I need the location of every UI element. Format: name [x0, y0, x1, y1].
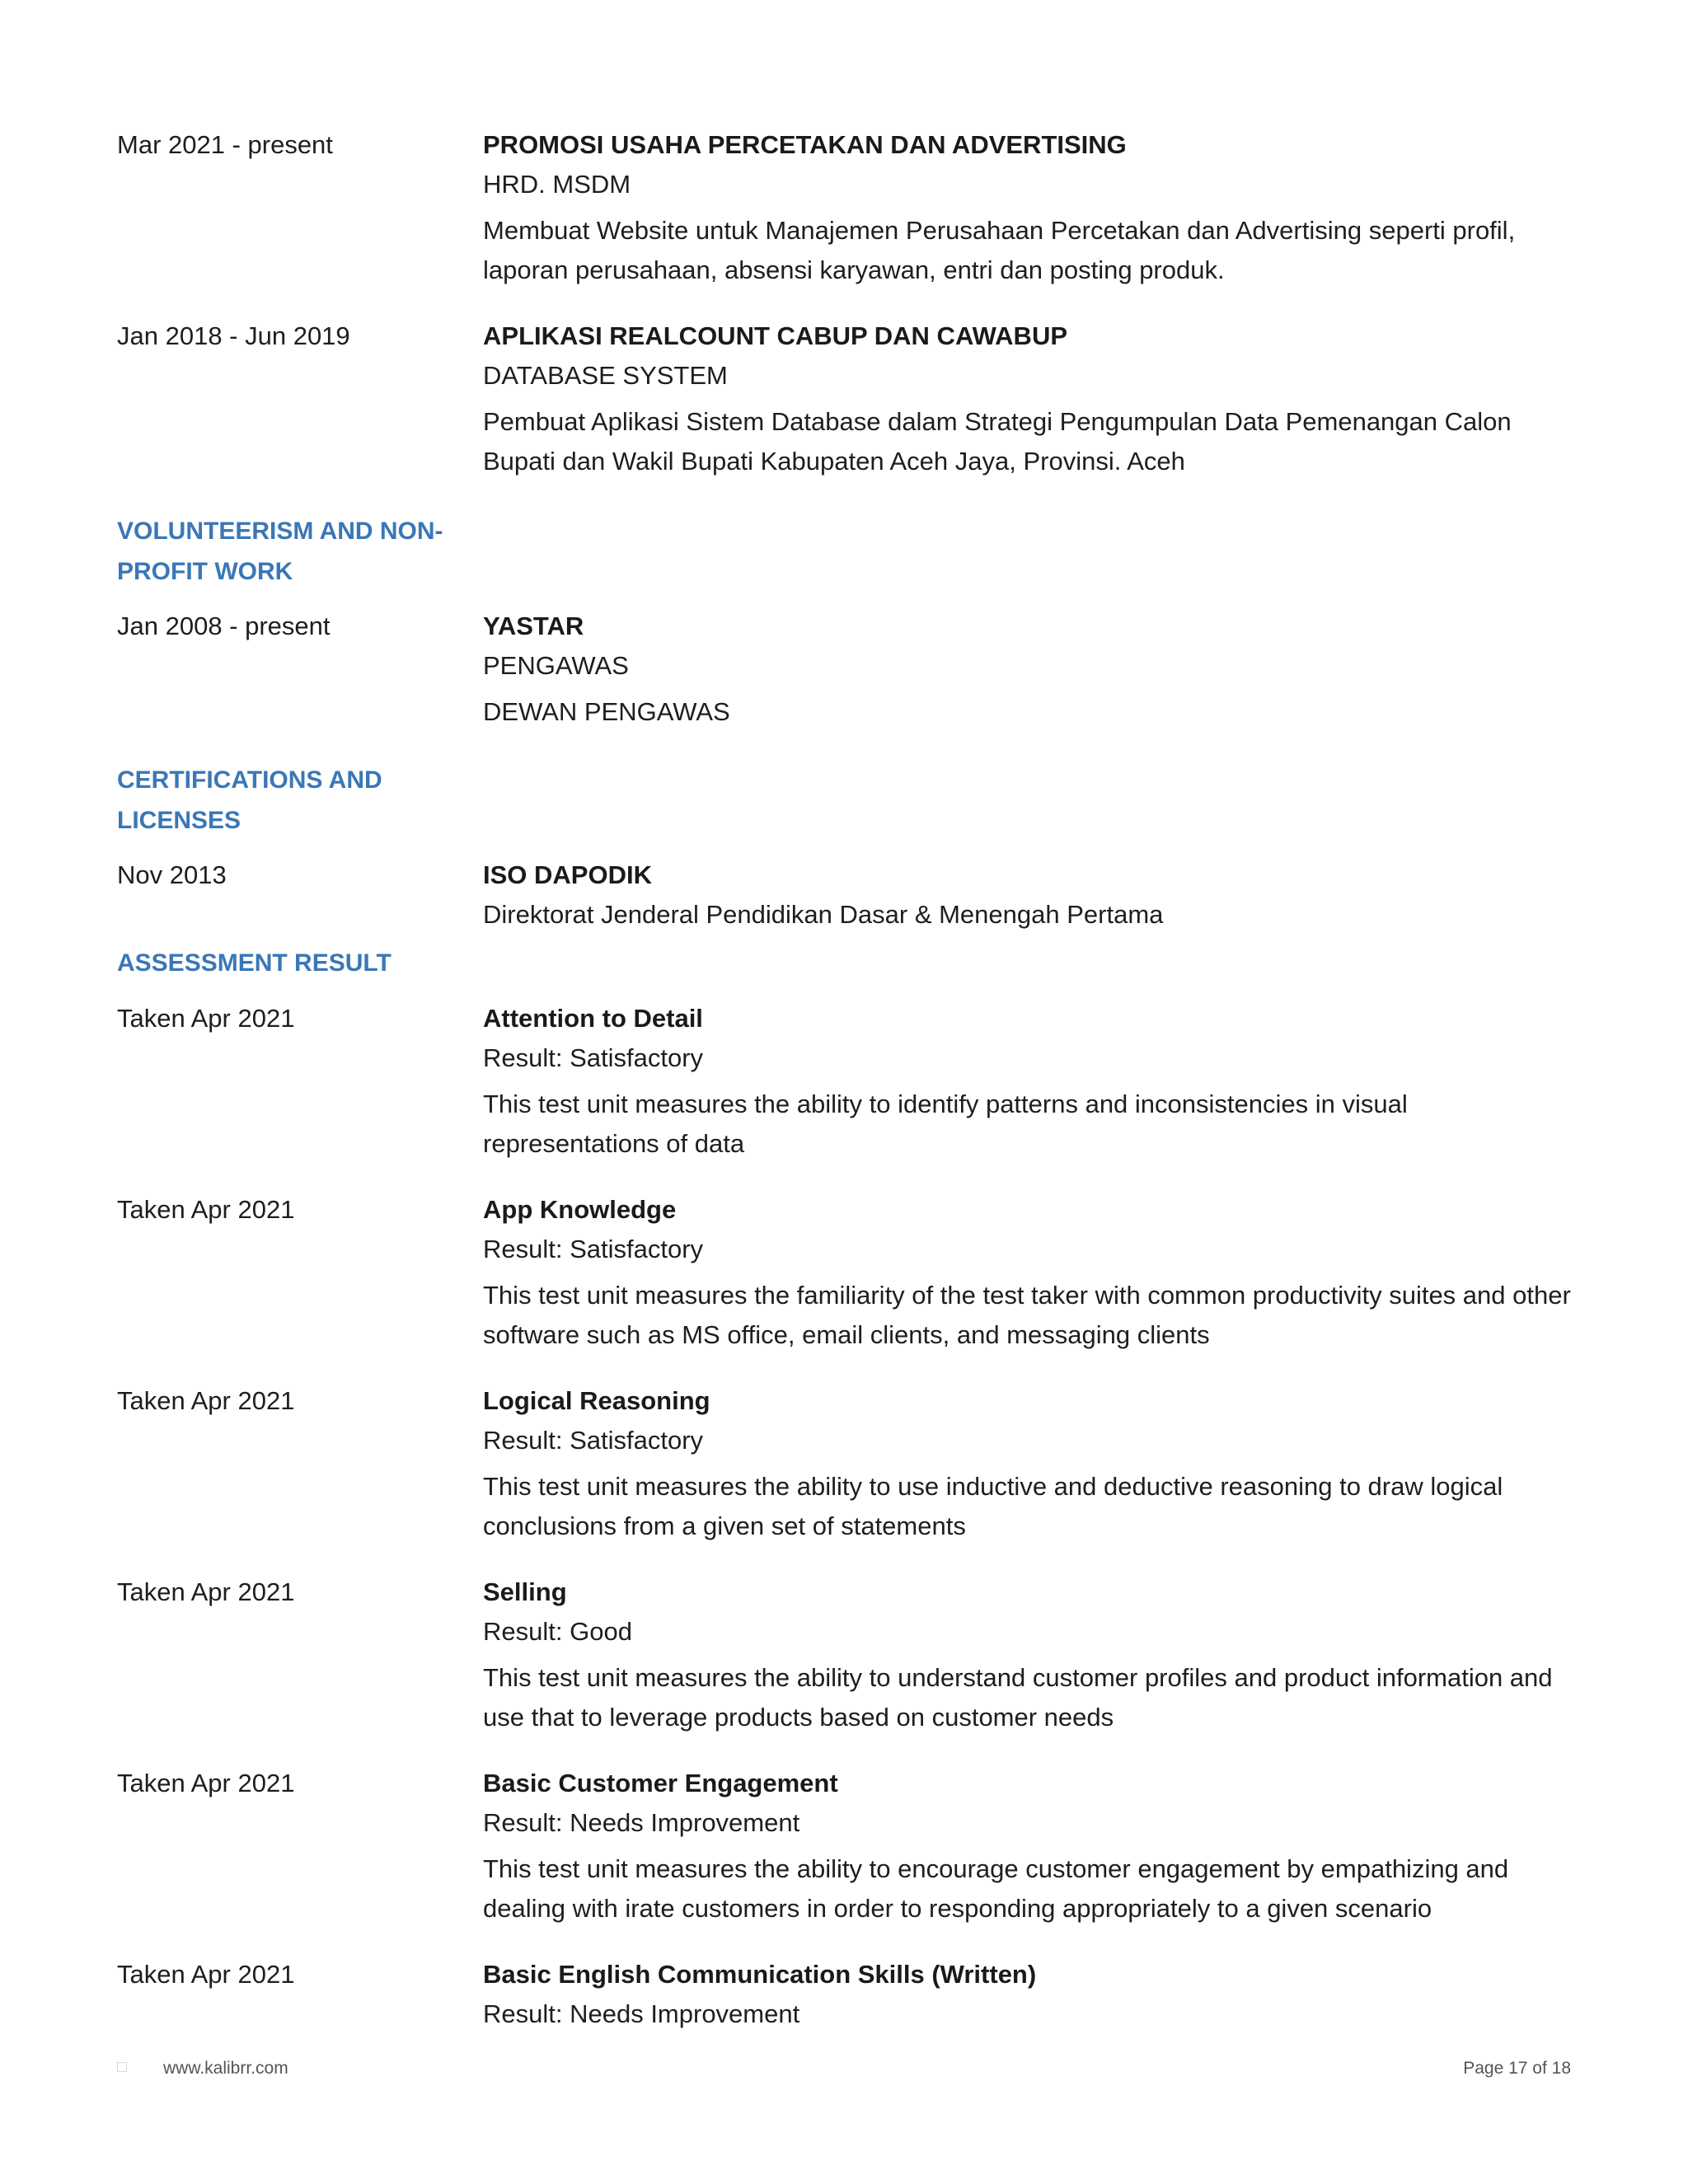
entry-result: Result: Satisfactory [483, 1043, 704, 1072]
entry-title: Selling [483, 1577, 567, 1606]
entry-result: Result: Satisfactory [483, 1426, 704, 1455]
square-icon [117, 2062, 127, 2072]
entry-content [483, 1381, 1571, 1546]
entry-role: PENGAWAS [483, 651, 629, 680]
entry-role: DATABASE SYSTEM [483, 361, 728, 390]
entry-role: HRD. MSDM [483, 170, 631, 199]
entry-content [483, 125, 1571, 290]
entry-title: YASTAR [483, 612, 584, 640]
entry-date: Taken Apr 2021 [117, 1960, 295, 1989]
entry-date: Taken Apr 2021 [117, 1769, 295, 1797]
entry-description: This test unit measures the familiarity of the test taker with common productivity suites and other software such as MS office, email clients, and messaging clients [483, 1281, 1571, 1349]
section-heading-volunteerism: VOLUNTEERISM AND NON-PROFIT WORK [117, 518, 443, 585]
entry-description: This test unit measures the ability to understand customer profiles and product information and use that to leverage products based on customer needs [483, 1663, 1553, 1732]
entry-date: Taken Apr 2021 [117, 1195, 295, 1224]
entry-date: Nov 2013 [117, 860, 227, 889]
footer-website-link[interactable]: www.kalibrr.com [163, 2059, 288, 2078]
entry-title: ISO DAPODIK [483, 860, 652, 889]
entry-description: This test unit measures the ability to identify patterns and inconsistencies in visual representations of data [483, 1090, 1408, 1158]
entry-content [483, 999, 1571, 1164]
section-heading-certifications: CERTIFICATIONS AND LICENSES [117, 766, 382, 834]
entry-result: Result: Needs Improvement [483, 1808, 800, 1837]
entry-title: Basic English Communication Skills (Written) [483, 1960, 1037, 1989]
entry-date: Taken Apr 2021 [117, 1004, 295, 1033]
entry-content [483, 1190, 1571, 1355]
page-footer [0, 2052, 1688, 2085]
entry-date: Jan 2008 - present [117, 612, 331, 640]
entry-content [483, 1572, 1571, 1737]
entry-title: PROMOSI USAHA PERCETAKAN DAN ADVERTISING [483, 130, 1127, 159]
entry-title: Logical Reasoning [483, 1386, 710, 1415]
entry-content [483, 1955, 1571, 2034]
entry-date: Taken Apr 2021 [117, 1386, 295, 1415]
entry-result: Result: Good [483, 1617, 632, 1646]
entry-result: Result: Needs Improvement [483, 1999, 800, 2028]
entry-title: App Knowledge [483, 1195, 677, 1224]
entry-description: Pembuat Aplikasi Sistem Database dalam Strategi Pengumpulan Data Pemenangan Calon Bupati dan Wakil Bupati Kabupaten Aceh Jaya, Provinsi. Aceh [483, 407, 1512, 476]
entry-date: Taken Apr 2021 [117, 1577, 295, 1606]
entry-date: Jan 2018 - Jun 2019 [117, 321, 350, 350]
entry-description: Membuat Website untuk Manajemen Perusahaan Percetakan dan Advertising seperti profil, laporan perusahaan, absensi karyawan, entri dan posting produk. [483, 216, 1516, 284]
section-heading-assessment: ASSESSMENT RESULT [117, 949, 392, 977]
entry-date: Mar 2021 - present [117, 130, 333, 159]
entry-description: This test unit measures the ability to encourage customer engagement by empathizing and dealing with irate customers in order to responding appropriately to a given scenario [483, 1854, 1509, 1923]
entry-title: APLIKASI REALCOUNT CABUP DAN CAWABUP [483, 321, 1068, 350]
entry-description: This test unit measures the ability to use inductive and deductive reasoning to draw logical conclusions from a given set of statements [483, 1472, 1503, 1540]
entry-title: Basic Customer Engagement [483, 1769, 838, 1797]
entry-description: DEWAN PENGAWAS [483, 697, 730, 726]
entry-result: Result: Satisfactory [483, 1235, 704, 1263]
entry-content [483, 316, 1571, 481]
page-number: Page 17 of 18 [1463, 2059, 1571, 2078]
entry-title: Attention to Detail [483, 1004, 703, 1033]
entry-issuer: Direktorat Jenderal Pendidikan Dasar & Menengah Pertama [483, 900, 1164, 929]
entry-content [483, 1764, 1571, 1929]
entry-content [483, 607, 1571, 732]
entry-content [483, 855, 1571, 935]
